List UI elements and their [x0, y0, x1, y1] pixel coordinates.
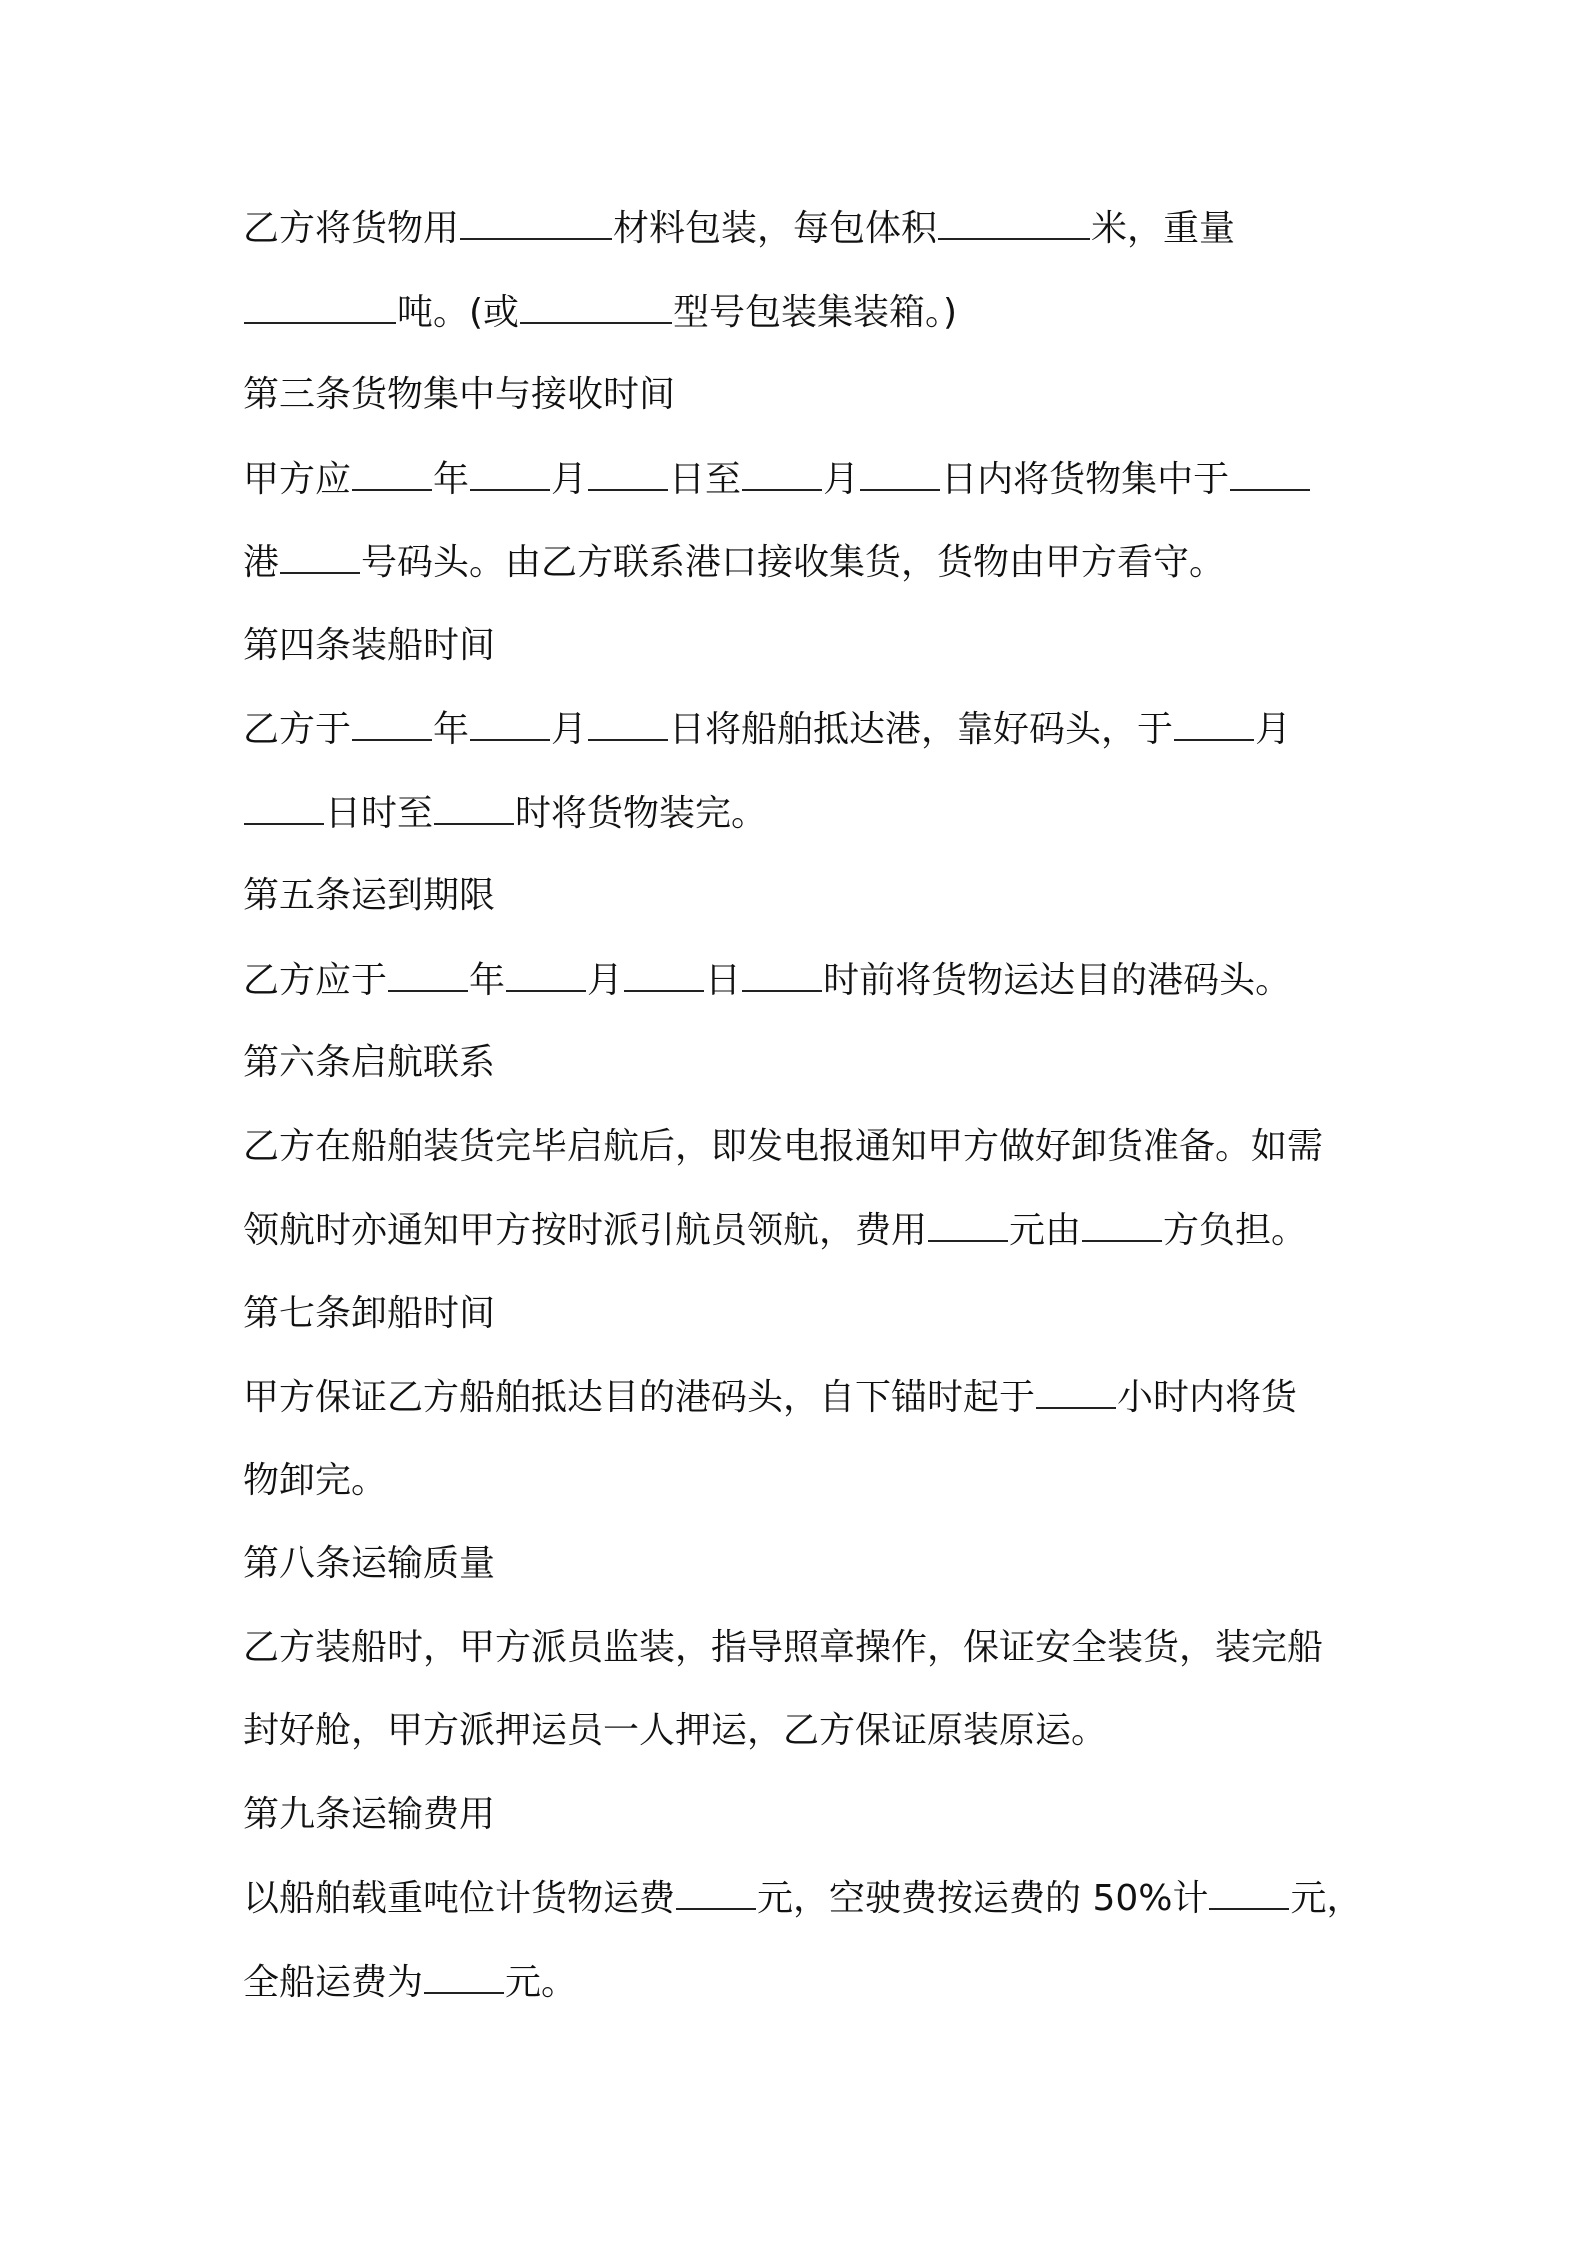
text-segment: 全船运费为: [243, 1961, 424, 2003]
text-segment: 月: [823, 458, 860, 500]
paragraph-line: [243, 282, 1393, 366]
fill-in-blank: [624, 950, 704, 992]
paragraph-line: [243, 699, 1393, 783]
text-segment: 元，空驶费按运费的 50%计: [757, 1878, 1209, 1919]
text-segment: 第五条运到期限: [243, 875, 496, 916]
text-segment: 元，: [1290, 1878, 1363, 1919]
text-segment: 时将货物装完。: [515, 792, 768, 834]
text-segment: 月: [551, 458, 588, 500]
text-segment: 年: [433, 458, 470, 500]
text-segment: 港: [243, 542, 280, 583]
text-segment: 小时内将货: [1117, 1377, 1298, 1418]
text-segment: 第四条装船时间: [243, 624, 496, 666]
document-body: [243, 198, 1393, 2035]
fill-in-blank: [434, 783, 514, 825]
fill-in-blank: [1174, 699, 1254, 741]
fill-in-blank: [1036, 1367, 1116, 1409]
fill-in-blank: [520, 282, 672, 324]
text-segment: 日至: [669, 458, 742, 500]
text-segment: 乙方在船舶装货完毕启航后，即发电报通知甲方做好卸货准备。如需: [243, 1125, 1324, 1167]
text-segment: 时前将货物运达目的港码头。: [823, 959, 1292, 1001]
text-segment: 日将船舶抵达港，靠好码头，于: [669, 709, 1174, 750]
text-segment: 甲方保证乙方船舶抵达目的港码头，自下锚时起于: [243, 1377, 1036, 1418]
paragraph-line: [243, 1117, 1393, 1201]
paragraph-line: [243, 1367, 1393, 1451]
paragraph-line: [243, 783, 1393, 867]
fill-in-blank: [460, 198, 612, 240]
text-segment: 号码头。由乙方联系港口接收集货，货物由甲方看守。: [361, 542, 1226, 583]
text-segment: 元。: [505, 1961, 578, 2003]
text-segment: 日时至: [325, 792, 434, 834]
fill-in-blank: [938, 198, 1090, 240]
text-segment: 元由: [1009, 1210, 1082, 1251]
fill-in-blank: [424, 1952, 504, 1994]
fill-in-blank: [860, 449, 940, 491]
text-segment: 乙方装船时，甲方派员监装，指导照章操作，保证安全装货，装完船: [243, 1626, 1324, 1668]
text-segment: 型号包装集装箱。): [673, 291, 958, 333]
text-segment: 月: [1255, 709, 1292, 750]
fill-in-blank: [388, 950, 468, 992]
paragraph-line: [243, 950, 1393, 1034]
fill-in-blank: [588, 699, 668, 741]
section-heading: [243, 616, 1393, 700]
text-segment: 米，重量: [1091, 208, 1236, 249]
text-segment: 第九条运输费用: [243, 1793, 496, 1835]
text-segment: 甲方应: [243, 458, 352, 500]
text-segment: 第六条启航联系: [243, 1042, 496, 1083]
fill-in-blank: [244, 282, 396, 324]
paragraph-line: [243, 1618, 1393, 1702]
section-heading: [243, 1033, 1393, 1117]
text-segment: 吨。(或: [397, 291, 520, 333]
fill-in-blank: [470, 449, 550, 491]
paragraph-line: [243, 1701, 1393, 1785]
fill-in-blank: [1082, 1200, 1162, 1242]
paragraph-line: [243, 449, 1393, 533]
text-segment: 日内将货物集中于: [941, 458, 1230, 500]
fill-in-blank: [280, 532, 360, 574]
paragraph-line: [243, 1200, 1393, 1284]
fill-in-blank: [506, 950, 586, 992]
fill-in-blank: [470, 699, 550, 741]
text-segment: 材料包装，每包体积: [613, 208, 938, 249]
fill-in-blank: [742, 950, 822, 992]
text-segment: 第八条运输质量: [243, 1543, 496, 1584]
section-heading: [243, 365, 1393, 449]
fill-in-blank: [352, 449, 432, 491]
paragraph-line: [243, 1952, 1393, 2036]
text-segment: 年: [469, 959, 506, 1001]
section-heading: [243, 1785, 1393, 1869]
text-segment: 年: [433, 709, 470, 750]
text-segment: 领航时亦通知甲方按时派引航员领航，费用: [243, 1210, 928, 1251]
text-segment: 乙方应于: [243, 959, 388, 1001]
fill-in-blank: [742, 449, 822, 491]
fill-in-blank: [676, 1868, 756, 1910]
fill-in-blank: [244, 783, 324, 825]
fill-in-blank: [352, 699, 432, 741]
paragraph-line: [243, 198, 1393, 282]
fill-in-blank: [928, 1200, 1008, 1242]
text-segment: 物卸完。: [243, 1459, 388, 1501]
section-heading: [243, 866, 1393, 950]
fill-in-blank: [588, 449, 668, 491]
fill-in-blank: [1230, 449, 1310, 491]
paragraph-line: [243, 532, 1393, 616]
text-segment: 方负担。: [1163, 1210, 1308, 1251]
text-segment: 第七条卸船时间: [243, 1292, 496, 1334]
text-segment: 乙方于: [243, 709, 352, 750]
text-segment: 月: [551, 709, 588, 750]
section-heading: [243, 1534, 1393, 1618]
text-segment: 月: [587, 959, 624, 1001]
paragraph-line: [243, 1451, 1393, 1535]
text-segment: 日: [705, 959, 742, 1001]
text-segment: 第三条货物集中与接收时间: [243, 374, 676, 415]
section-heading: [243, 1284, 1393, 1368]
fill-in-blank: [1209, 1868, 1289, 1910]
paragraph-line: [243, 1868, 1393, 1952]
text-segment: 以船舶载重吨位计货物运费: [243, 1878, 676, 1919]
text-segment: 封好舱，甲方派押运员一人押运，乙方保证原装原运。: [243, 1710, 1108, 1751]
text-segment: 乙方将货物用: [243, 208, 460, 249]
